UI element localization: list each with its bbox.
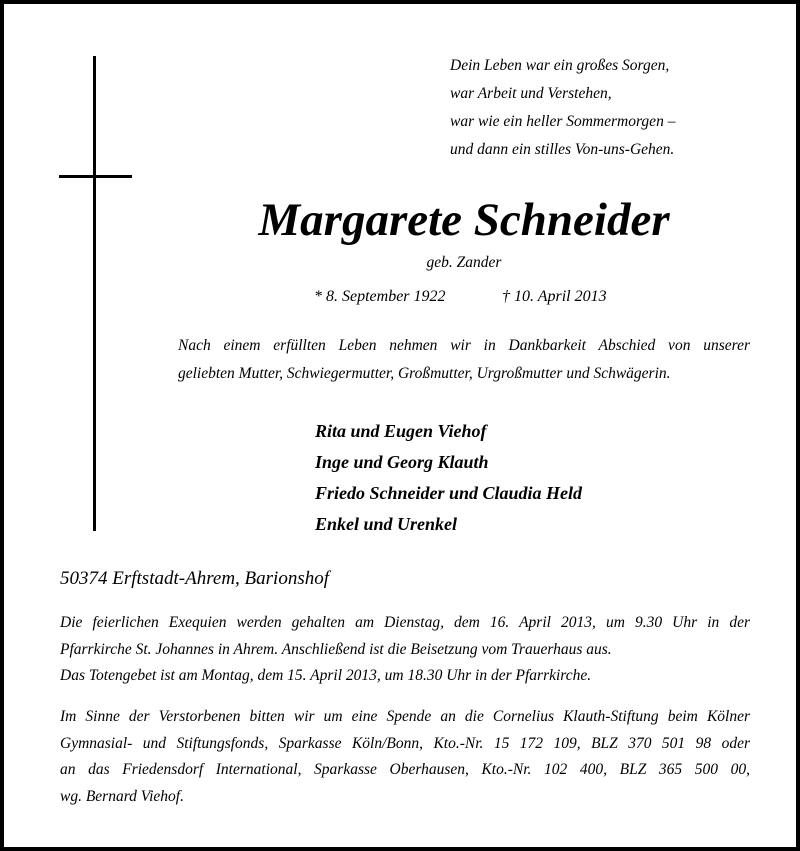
funeral-info	[60, 610, 750, 690]
intro-line: Nach einem erfüllten Leben nehmen wir in Dankbarkeit Abschied von unserer	[178, 337, 750, 354]
cross-icon-bar	[59, 175, 132, 178]
place-address: 50374 Erftstadt-Ahrem, Barionshof	[60, 568, 329, 589]
funeral-line: Pfarrkirche St. Johannes in Ahrem. Anschließend ist die Beisetzung vom Trauerhaus aus.	[60, 640, 612, 658]
funeral-line: Das Totengebet ist am Montag, dem 15. April 2013, um 18.30 Uhr in der Pfarrkirche.	[60, 667, 592, 684]
mourners-list	[315, 416, 582, 540]
donation-line: Im Sinne der Verstorbenen bitten wir um eine Spende an die Cornelius Klauth-Stiftung beim Kölner	[60, 708, 750, 725]
death-date: † 10. April 2013	[502, 288, 607, 305]
donation-line: wg. Bernard Viehof.	[60, 787, 184, 805]
mourner-entry: Friedo Schneider und Claudia Held	[315, 483, 583, 503]
maiden-name: geb. Zander	[426, 254, 502, 271]
mourner-entry: Enkel und Urenkel	[315, 514, 458, 534]
donation-line: an das Friedensdorf International, Sparkasse Oberhausen, Kto.-Nr. 102 400, BLZ 365 500 00,	[60, 761, 750, 778]
poem-line: und dann ein stilles Von-uns-Gehen.	[450, 141, 675, 158]
poem	[450, 52, 770, 164]
poem-line: Dein Leben war ein großes Sorgen,	[450, 57, 670, 74]
poem-line: war wie ein heller Sommermorgen –	[450, 113, 676, 130]
cross-icon	[93, 56, 96, 531]
mourner-entry: Rita und Eugen Viehof	[315, 421, 487, 441]
poem-line: war Arbeit und Verstehen,	[450, 85, 612, 102]
funeral-line: Die feierlichen Exequien werden gehalten am Dienstag, dem 16. April 2013, um 9.30 Uhr in der	[60, 614, 750, 631]
donation-line: Gymnasial- und Stiftungsfonds, Sparkasse Köln/Bonn, Kto.-Nr. 15 172 109, BLZ 370 501 98 oder	[60, 734, 750, 752]
intro-text	[178, 332, 750, 388]
birth-date: * 8. September 1922	[314, 288, 446, 305]
donation-info	[60, 704, 750, 810]
deceased-name: Margarete Schneider	[258, 194, 670, 246]
mourner-entry: Inge und Georg Klauth	[315, 452, 489, 472]
intro-line: geliebten Mutter, Schwiegermutter, Großmutter, Urgroßmutter und Schwägerin.	[178, 365, 671, 382]
